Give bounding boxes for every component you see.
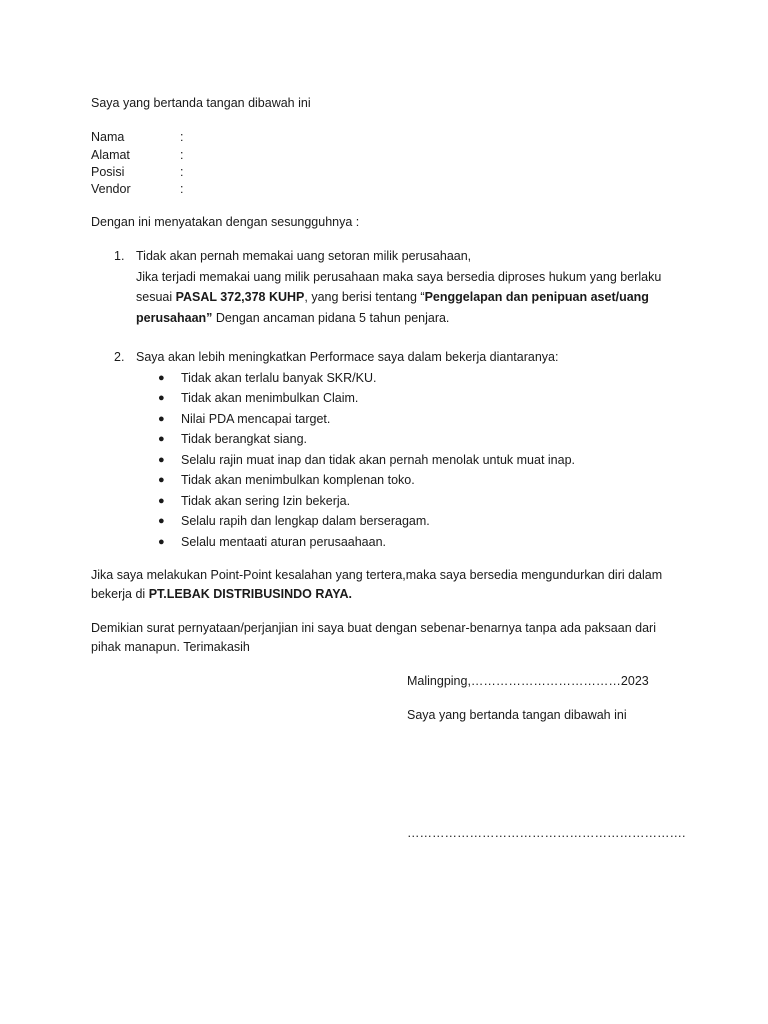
point-1-line-3-c: , yang berisi tentang “	[304, 290, 425, 304]
list-item: Nilai PDA mencapai target.	[181, 412, 331, 426]
bullet-icon: ●	[158, 474, 165, 486]
list-item: Tidak akan sering Izin bekerja.	[181, 494, 351, 508]
point-1-line-4-a: perusahaan”	[136, 311, 213, 325]
list-item: Tidak berangkat siang.	[181, 432, 308, 446]
list-item: Selalu mentaati aturan perusaahaan.	[181, 535, 387, 549]
place-date: Malingping,………………………………2023	[407, 674, 649, 688]
list-item: Selalu rajin muat inap dan tidak akan pernah menolak untuk muat inap.	[181, 453, 576, 467]
bullet-icon: ●	[158, 433, 165, 445]
point-1-line-4-b: Dengan ancaman pidana 5 tahun penjara.	[212, 311, 450, 325]
point-1-line-3	[136, 289, 649, 305]
closing-line-1: Demikian surat pernyataan/perjanjian ini saya buat dengan sebenar-benarnya tanpa ada paksaan dari	[91, 621, 656, 635]
statement-text: Dengan ini menyatakan dengan sesungguhnya :	[91, 215, 360, 229]
field-colon-posisi: :	[180, 165, 184, 179]
list-item: Tidak akan menimbulkan komplenan toko.	[181, 473, 415, 487]
bullet-icon: ●	[158, 515, 165, 527]
intro-text: Saya yang bertanda tangan dibawah ini	[91, 96, 311, 110]
point-1-number: 1.	[114, 249, 125, 263]
point-1-line-3-a: sesuai	[136, 290, 176, 304]
signer-text: Saya yang bertanda tangan dibawah ini	[407, 708, 627, 722]
list-item: Tidak akan menimbulkan Claim.	[181, 391, 359, 405]
point-2-number: 2.	[114, 350, 125, 364]
bullet-icon: ●	[158, 392, 165, 404]
resign-line-1: Jika saya melakukan Point-Point kesalahan yang tertera,maka saya bersedia mengundurkan diri dalam	[91, 568, 663, 582]
point-1-offense: Penggelapan dan penipuan aset/uang	[424, 290, 649, 304]
company-name: PT.LEBAK DISTRIBUSINDO RAYA.	[148, 587, 352, 601]
resign-line-2	[91, 586, 352, 602]
field-colon-alamat: :	[180, 148, 184, 162]
point-1-line-2: Jika terjadi memakai uang milik perusahaan maka saya bersedia diproses hukum yang berlaku	[136, 270, 662, 284]
point-2-text: Saya akan lebih meningkatkan Performace saya dalam bekerja diantaranya:	[136, 350, 559, 364]
point-1-law-article: PASAL 372,378 KUHP	[175, 290, 305, 304]
field-label-alamat: Alamat	[91, 148, 130, 162]
point-1-line-4	[136, 310, 449, 326]
bullet-icon: ●	[158, 454, 165, 466]
bullet-icon: ●	[158, 536, 165, 548]
signature-line: ………………………………………………………….	[407, 826, 686, 840]
field-colon-vendor: :	[180, 182, 184, 196]
field-colon-nama: :	[180, 130, 184, 144]
field-label-posisi: Posisi	[91, 165, 125, 179]
closing-line-2: pihak manapun. Terimakasih	[91, 640, 250, 654]
field-label-vendor: Vendor	[91, 182, 131, 196]
bullet-icon: ●	[158, 495, 165, 507]
bullet-icon: ●	[158, 372, 165, 384]
bullet-icon: ●	[158, 413, 165, 425]
field-label-nama: Nama	[91, 130, 125, 144]
list-item: Selalu rapih dan lengkap dalam berseragam.	[181, 514, 430, 528]
resign-line-2-a: bekerja di	[91, 587, 149, 601]
list-item: Tidak akan terlalu banyak SKR/KU.	[181, 371, 377, 385]
point-1-line-1: Tidak akan pernah memakai uang setoran milik perusahaan,	[136, 249, 472, 263]
